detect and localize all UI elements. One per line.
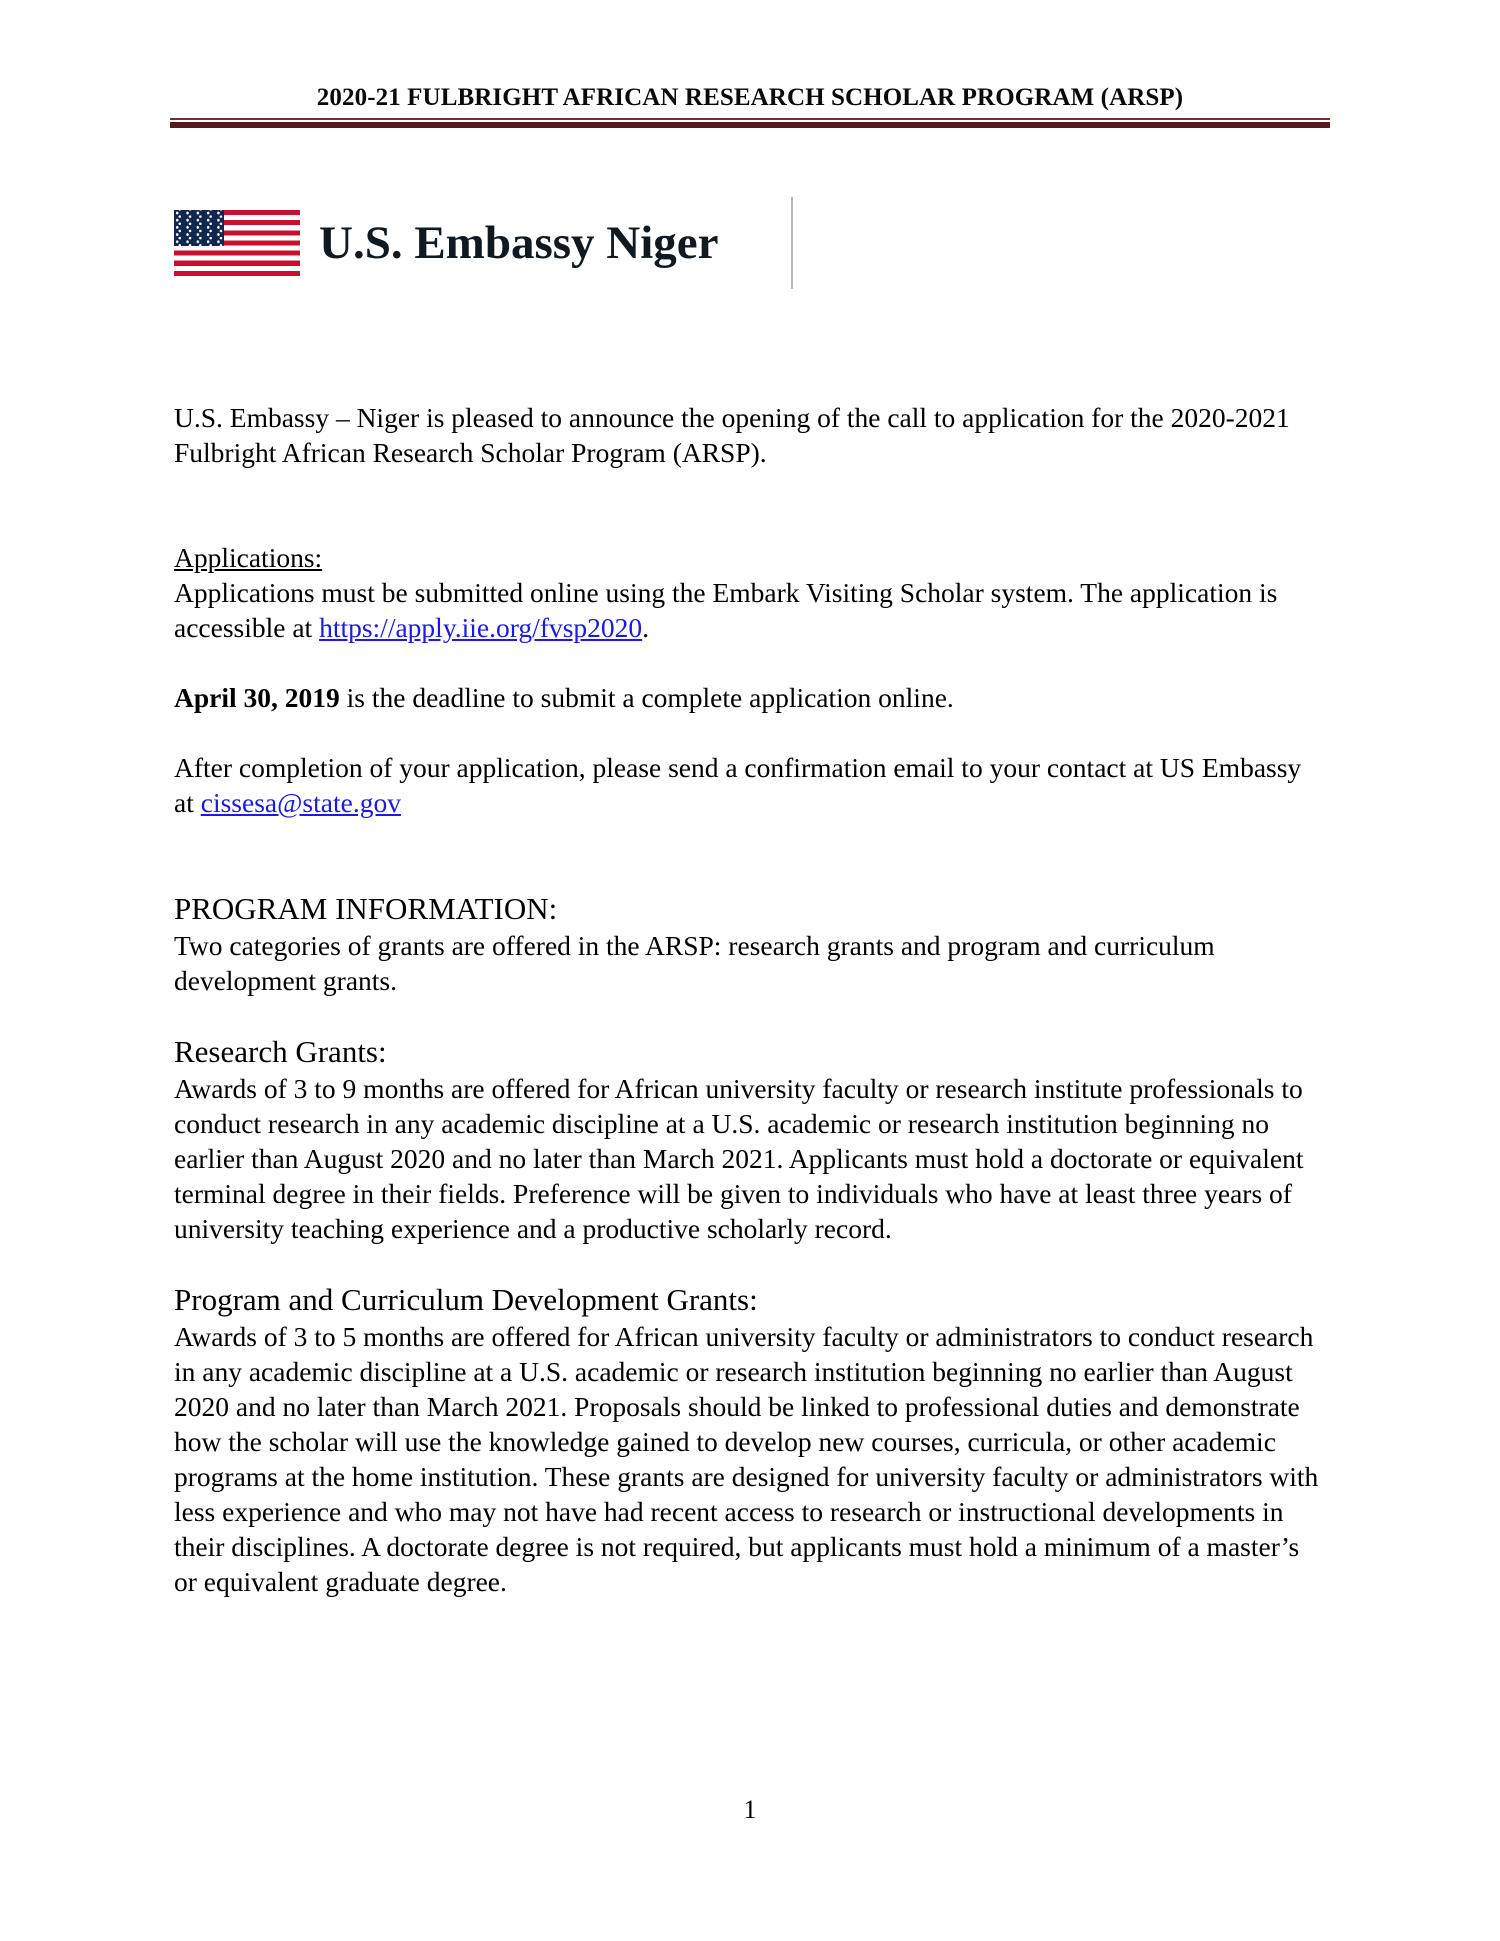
- flag-canton: [174, 210, 224, 246]
- program-curriculum-heading: Program and Curriculum Development Grants:: [174, 1282, 758, 1317]
- page-number: 1: [743, 1795, 757, 1824]
- application-url-link[interactable]: https://apply.iie.org/fvsp2020: [319, 612, 643, 643]
- document-header: [0, 84, 1500, 112]
- embassy-wordmark: U.S. Embassy Niger: [319, 216, 719, 269]
- applications-heading-label: Applications:: [174, 542, 323, 573]
- spacer: [174, 715, 1322, 750]
- logo-vertical-divider: [791, 197, 793, 289]
- intro-paragraph: U.S. Embassy – Niger is pleased to announce the opening of the call to application for the 2020-2021 Fulbright African Research Scholar Program (ARSP).: [174, 402, 1290, 468]
- spacer: [174, 998, 1322, 1033]
- document-body: [174, 400, 1322, 1599]
- deadline-rest: is the deadline to submit a complete application online.: [339, 682, 954, 713]
- applications-text-after: .: [642, 612, 650, 643]
- deadline-paragraph: [174, 680, 1322, 715]
- research-grants-heading: Research Grants:: [174, 1034, 387, 1069]
- program-information-heading: PROGRAM INFORMATION:: [174, 891, 558, 926]
- research-grants-paragraph: Awards of 3 to 9 months are offered for African university faculty or research institute professionals to conduct research in any academic discipline at a U.S. academic or research institution beginning no earlier than August 2020 and no later than March 2021. Applicants must hold a doctorate or equivalent terminal degree in their fields. Preference will be given to individuals who have at least three years of university teaching experience and a productive scholarly record.: [174, 1073, 1304, 1244]
- applications-paragraph: [174, 575, 1322, 645]
- applications-text-before: Applications must be submitted online using the Embark Visiting Scholar system. The application is accessible at: [174, 577, 1278, 643]
- header-rule-thick: [170, 122, 1330, 128]
- us-flag-icon: [174, 210, 300, 276]
- embassy-logo-lockup: [174, 197, 793, 289]
- confirmation-text-before: After completion of your application, please send a confirmation email to your contact at US Embassy at: [174, 752, 1302, 818]
- confirmation-paragraph: [174, 750, 1322, 820]
- deadline-date: April 30, 2019: [174, 682, 340, 713]
- spacer: [174, 820, 1322, 890]
- spacer: [174, 1246, 1322, 1281]
- spacer: [174, 470, 1322, 540]
- applications-heading: [174, 540, 1322, 575]
- header-title: 2020-21 FULBRIGHT AFRICAN RESEARCH SCHOLAR PROGRAM (ARSP): [316, 84, 1184, 111]
- spacer: [174, 645, 1322, 680]
- program-curriculum-paragraph: Awards of 3 to 5 months are offered for African university faculty or administrators to conduct research in any academic discipline at a U.S. academic or research institution beginning no earlier than August 2020 and no later than March 2021. Proposals should be linked to professional duties and demonstrate how the scholar will use the knowledge gained to develop new courses, curricula, or other academic programs at the home institution. These grants are designed for university faculty or administrators with less experience and who may not have had recent access to research or instructional developments in their disciplines. A doctorate degree is not required, but applicants must hold a minimum of a master’s or equivalent graduate degree.: [174, 1321, 1319, 1597]
- program-information-paragraph: Two categories of grants are offered in the ARSP: research grants and program and curriculum development grants.: [174, 930, 1215, 996]
- flag-stars: [174, 210, 224, 246]
- header-divider-rule: [170, 118, 1330, 128]
- contact-email-link[interactable]: cissesa@state.gov: [200, 787, 401, 818]
